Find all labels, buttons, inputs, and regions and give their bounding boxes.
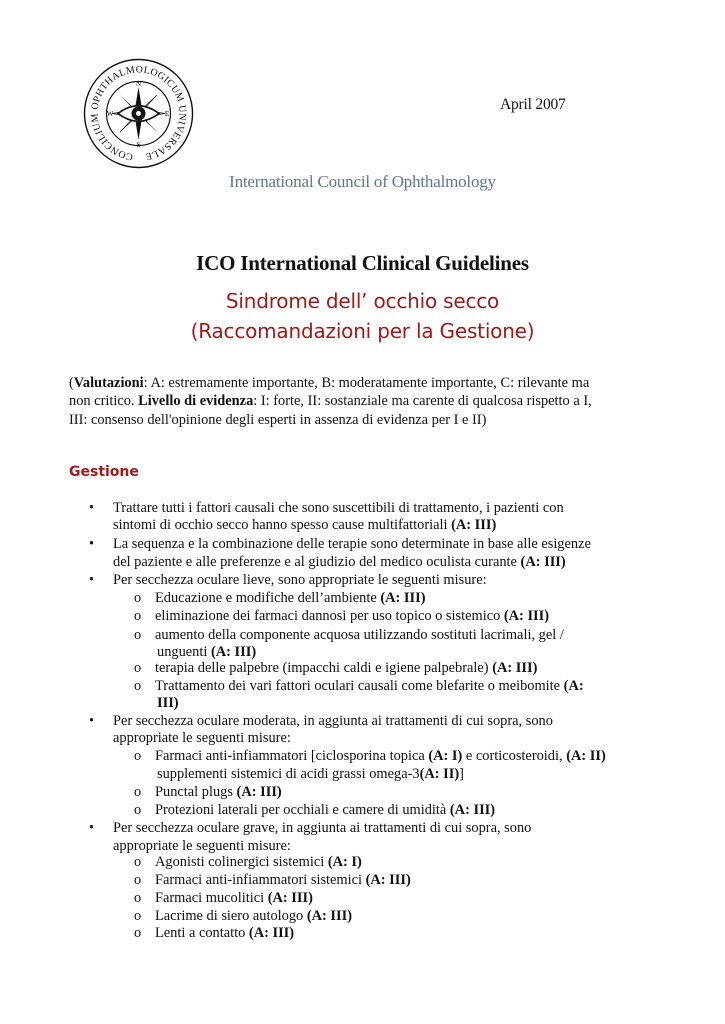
- evidence-rating: (A: III): [451, 517, 497, 533]
- text-run: Per secchezza oculare moderata, in aggiunta ai trattamenti di cui sopra, sono: [113, 713, 553, 729]
- text-run: unguenti: [157, 644, 211, 660]
- text-run: Farmaci anti-infiammatori [ciclosporina topica: [155, 748, 429, 764]
- evidence-rating: (A: II): [419, 766, 460, 782]
- text-run: : A: estremamente importante, B: moderatamente importante, C: rilevante ma: [143, 375, 590, 391]
- list-item-line: [113, 554, 566, 571]
- compass-e: E: [164, 110, 170, 118]
- list-item-line: [155, 890, 313, 907]
- text-run: Trattare tutti i fattori causali che sono suscettibili di trattamento, i pazienti con: [113, 500, 564, 516]
- sub-bullet-marker: o: [134, 872, 142, 888]
- rating-legend-line: [69, 374, 659, 392]
- compass-s: S: [136, 141, 141, 149]
- text-run: (: [69, 375, 74, 391]
- list-item-line: [113, 820, 531, 837]
- list-item-line: [155, 627, 564, 644]
- text-run: non critico.: [69, 393, 139, 410]
- list-item-line: [113, 572, 487, 589]
- text-run: eliminazione dei farmaci dannosi per uso topico o sistemico: [155, 608, 504, 624]
- sub-bullet-marker: o: [134, 590, 142, 606]
- evidence-rating: (A: I): [327, 854, 362, 870]
- rating-legend: [69, 374, 659, 429]
- text-run: Per secchezza oculare grave, in aggiunta ai trattamenti di cui sopra, sono: [113, 820, 532, 836]
- sub-bullet-marker: o: [134, 802, 142, 818]
- list-item-line: [157, 766, 464, 783]
- list-item-line: [155, 608, 549, 625]
- bullet-marker: •: [89, 536, 95, 552]
- list-item-line: [157, 644, 256, 661]
- list-item-line: [113, 838, 291, 855]
- list-item-line: [155, 590, 426, 607]
- list-item-line: [157, 695, 179, 712]
- evidence-rating: Valutazioni: [73, 375, 144, 391]
- text-run: Educazione e modifiche dell’ambiente: [155, 590, 381, 606]
- sub-bullet-marker: o: [134, 748, 142, 764]
- sub-bullet-marker: o: [134, 627, 142, 643]
- text-run: sintomi di occhio secco hanno spesso cause multifattoriali: [113, 517, 452, 533]
- sub-bullet-marker: o: [134, 925, 142, 941]
- text-run: Agonisti colinergici sistemici: [155, 854, 328, 870]
- evidence-rating: (A: III): [503, 608, 550, 624]
- seal-ring-text: CONCILIUM OPHTHALMOLOGICUM UNIVERSALE: [89, 64, 188, 163]
- evidence-rating: (A: III): [306, 908, 353, 924]
- text-run: Per secchezza oculare lieve, sono appropriate le seguenti misure:: [113, 572, 487, 588]
- guidelines-title: ICO International Clinical Guidelines: [196, 251, 529, 275]
- list-item-line: [113, 517, 496, 534]
- list-item-line: [113, 500, 564, 517]
- bullet-marker: •: [89, 713, 95, 729]
- list-item-line: [113, 713, 553, 730]
- list-item-line: [113, 730, 291, 747]
- evidence-rating: (A: III): [236, 784, 282, 800]
- compass-n: N: [135, 80, 142, 88]
- list-item-line: [155, 872, 411, 889]
- evidence-rating: (A: III): [267, 890, 313, 906]
- text-run: appropriate le seguenti misure:: [113, 838, 291, 854]
- page-title: [0, 286, 725, 346]
- list-item-line: [155, 854, 362, 871]
- list-item-line: [155, 784, 282, 801]
- document-date: April 2007: [500, 96, 566, 113]
- list-item-line: [155, 908, 352, 925]
- sub-bullet-marker: o: [134, 660, 142, 676]
- evidence-rating: (A: III): [210, 644, 257, 660]
- evidence-rating: (A: III): [365, 872, 411, 888]
- text-run: : I: forte, II: sostanziale ma carente di qualcosa rispetto a I,: [253, 393, 592, 410]
- text-run: del paziente e alle preferenze e al giudizio del medico oculista curante: [113, 554, 521, 570]
- text-run: appropriate le seguenti misure:: [113, 730, 291, 746]
- list-item-line: [155, 660, 537, 677]
- list-item-line: [155, 748, 606, 765]
- text-run: terapia delle palpebre (impacchi caldi e igiene palpebrale): [155, 660, 493, 676]
- list-item-line: [155, 678, 584, 695]
- bullet-marker: •: [89, 500, 95, 516]
- text-run: III: consenso dell'opinione degli esperti in assenza di evidenza per I e II): [69, 411, 487, 428]
- sub-bullet-marker: o: [134, 890, 142, 906]
- page-title-line-2: (Raccomandazioni per la Gestione): [190, 319, 535, 343]
- sub-bullet-marker: o: [134, 678, 142, 694]
- text-run: Trattamento dei vari fattori oculari causali come blefarite o meibomite: [155, 678, 564, 694]
- text-run: aumento della componente acquosa utilizzando sostituti lacrimali, gel /: [155, 627, 564, 643]
- text-run: supplementi sistemici di acidi grassi omega-3: [157, 766, 420, 782]
- ico-seal-logo: [82, 57, 195, 170]
- page-title-line-1: Sindrome dell’ occhio secco: [225, 289, 500, 313]
- list-item-line: [155, 925, 294, 942]
- text-run: e corticosteroidi,: [462, 748, 567, 764]
- compass-w: W: [106, 110, 114, 118]
- rating-legend-line: [69, 392, 659, 410]
- list-item-line: [113, 536, 591, 553]
- evidence-rating: Livello di evidenza: [138, 393, 254, 410]
- evidence-rating: (A: I): [428, 748, 463, 764]
- text-run: Farmaci anti-infiammatori sistemici: [155, 872, 366, 888]
- bullet-marker: •: [89, 572, 95, 588]
- sub-bullet-marker: o: [134, 854, 142, 870]
- rating-legend-line: [69, 411, 659, 429]
- sub-bullet-marker: o: [134, 784, 142, 800]
- text-run: ]: [459, 766, 464, 782]
- evidence-rating: (A: III): [492, 660, 538, 676]
- sub-bullet-marker: o: [134, 608, 142, 624]
- text-run: Punctal plugs: [155, 784, 237, 800]
- evidence-rating: (A:: [563, 678, 584, 694]
- text-run: La sequenza e la combinazione delle terapie sono determinate in base alle esigenze: [113, 536, 591, 552]
- evidence-rating: (A: III): [248, 925, 295, 941]
- organization-name: International Council of Ophthalmology: [229, 172, 496, 191]
- sub-bullet-marker: o: [134, 908, 142, 924]
- evidence-rating: (A: III): [380, 590, 426, 606]
- text-run: Farmaci mucolitici: [155, 890, 268, 906]
- evidence-rating: III): [157, 695, 179, 711]
- text-run: Lenti a contatto: [155, 925, 249, 941]
- text-run: Lacrime di siero autologo: [155, 908, 307, 924]
- list-item-line: [155, 802, 495, 819]
- text-run: Protezioni laterali per occhiali e camere di umidità: [155, 802, 450, 818]
- section-heading: Gestione: [69, 464, 139, 480]
- evidence-rating: (A: III): [520, 554, 566, 570]
- bullet-marker: •: [89, 820, 95, 836]
- evidence-rating: (A: III): [449, 802, 496, 818]
- evidence-rating: (A: II): [566, 748, 606, 764]
